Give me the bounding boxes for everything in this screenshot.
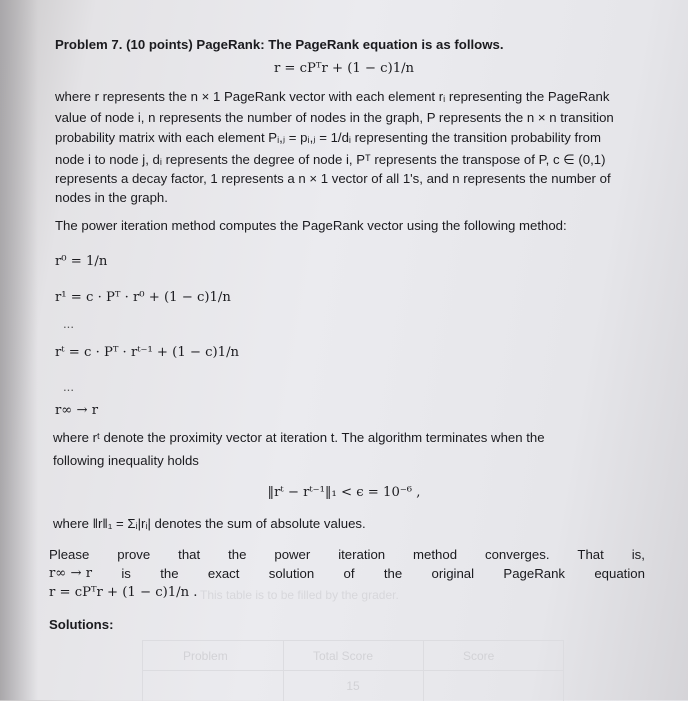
- prove-word: power: [274, 547, 311, 562]
- table-divider: [423, 641, 424, 701]
- prove-word: iteration: [338, 547, 386, 562]
- prove-word: That: [577, 547, 604, 562]
- prove-line-2: [49, 566, 645, 582]
- termination-line-2: following inequality holds: [53, 453, 199, 468]
- prove-word: is: [121, 566, 131, 581]
- termination-line-1: where rᵗ denote the proximity vector at iteration t. The algorithm terminates when the: [53, 430, 545, 445]
- prove-word: the: [383, 566, 403, 581]
- power-iteration-intro: The power iteration method computes the PageRank vector using the following method:: [55, 218, 567, 233]
- prove-word: solution: [268, 566, 315, 581]
- table-header-problem: Problem: [183, 649, 228, 663]
- grading-table: [142, 640, 564, 701]
- prove-word: that: [178, 547, 201, 562]
- prove-word: method: [413, 547, 458, 562]
- prove-line-1: [49, 547, 645, 563]
- iteration-ellipsis-1: ...: [63, 316, 74, 331]
- prove-line-3: r = cPᵀr + (1 − c)1/n .: [49, 585, 198, 600]
- iteration-r-infinity: r∞ → r: [55, 403, 99, 418]
- problem-heading: Problem 7. (10 points) PageRank: The PageRank equation is as follows.: [55, 37, 504, 52]
- definition-line-5: represents a decay factor, 1 represents a n × 1 vector of all 1's, and n represents the number of: [55, 171, 611, 186]
- norm-definition: where ‖r‖₁ = Σᵢ|rᵢ| denotes the sum of absolute values.: [53, 516, 366, 531]
- prove-word: r∞ → r: [49, 566, 93, 581]
- termination-inequality: ‖rᵗ − rᵗ⁻¹‖₁ < ϵ = 10⁻⁶ ,: [267, 485, 421, 500]
- definition-line-2: value of node i, n represents the number of nodes in the graph, P represents the n × n transition: [55, 110, 614, 125]
- definition-line-1: where r represents the n × 1 PageRank vector with each element rᵢ representing the PageRank: [55, 89, 610, 104]
- definition-line-4: node i to node j, dᵢ represents the degree of node i, Pᵀ represents the transpose of P, c ∈ (0,1): [55, 152, 606, 167]
- prove-word: is,: [631, 547, 645, 562]
- prove-word: equation: [594, 566, 645, 581]
- prove-word: PageRank: [503, 566, 565, 581]
- iteration-r0: r⁰ = 1/n: [55, 254, 108, 269]
- prove-word: the: [228, 547, 247, 562]
- prove-word: of: [343, 566, 355, 581]
- table-header-total-score: Total Score: [313, 649, 374, 663]
- prove-word: exact: [207, 566, 240, 581]
- iteration-rt: rᵗ = c · Pᵀ · rᵗ⁻¹ + (1 − c)1/n: [55, 345, 240, 360]
- prove-word: the: [160, 566, 179, 581]
- table-cell-total-score: 15: [346, 679, 360, 693]
- iteration-ellipsis-2: ...: [63, 379, 74, 394]
- definition-line-3: probability matrix with each element Pᵢ,ⱼ = pᵢ,ⱼ = 1/dᵢ representing the transition probability from: [55, 130, 601, 145]
- pagerank-equation: r = cPᵀr + (1 − c)1/n: [273, 61, 415, 76]
- definition-line-6: nodes in the graph.: [55, 190, 168, 205]
- iteration-r1: r¹ = c · Pᵀ · r⁰ + (1 − c)1/n: [55, 290, 231, 305]
- table-divider: [143, 670, 563, 671]
- prove-word: prove: [117, 547, 151, 562]
- table-header-score: Score: [463, 649, 495, 663]
- prove-word: converges.: [484, 547, 550, 562]
- grader-note: This table is to be filled by the grader.: [200, 588, 399, 602]
- prove-word: original: [431, 566, 475, 581]
- solutions-label: Solutions:: [49, 617, 114, 632]
- prove-word: Please: [49, 547, 90, 562]
